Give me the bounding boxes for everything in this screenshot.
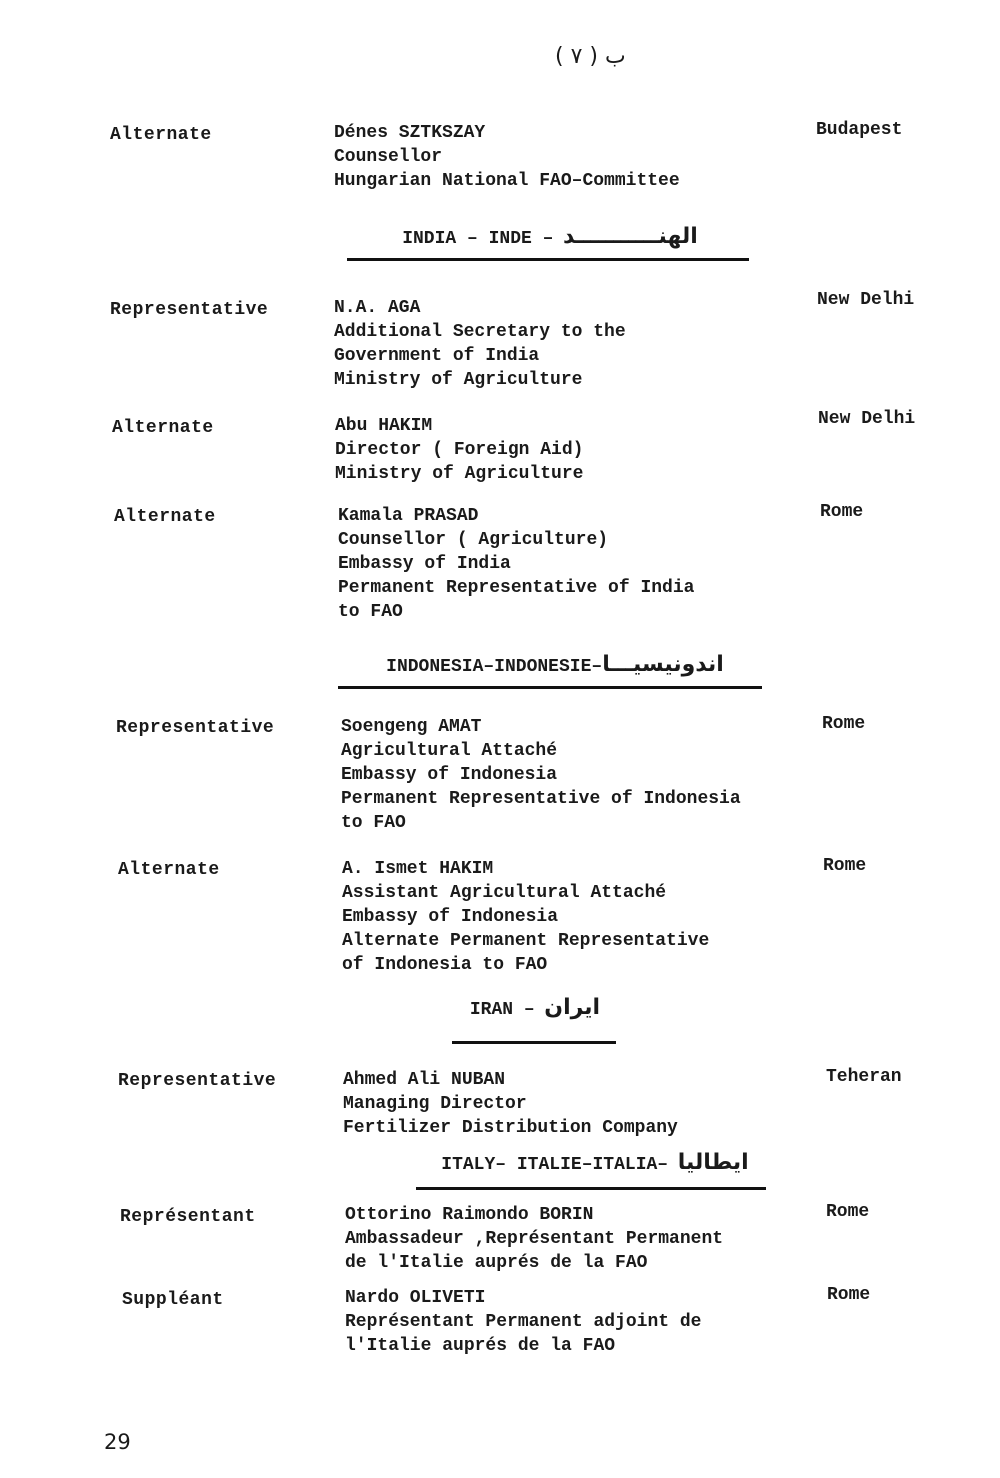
delegate-details [341, 715, 741, 835]
delegate-role: Représentant [120, 1207, 256, 1227]
delegate-city: Rome [822, 714, 866, 734]
delegate-city: New Delhi [817, 290, 915, 310]
delegate-line: Assistant Agricultural Attaché [342, 883, 667, 903]
delegate-line: Counsellor ( Agriculture) [338, 530, 609, 550]
delegate-line: de l'Italie auprés de la FAO [345, 1253, 648, 1273]
delegate-role: Alternate [112, 418, 214, 438]
delegate-line: Alternate Permanent Representative [342, 931, 710, 951]
country-heading-indonesia [340, 652, 770, 677]
delegate-role: Representative [116, 718, 275, 738]
delegate-details [345, 1286, 701, 1358]
delegate-line: Représentant Permanent adjoint de [345, 1312, 702, 1332]
delegate-line: Embassy of India [338, 554, 511, 574]
delegate-details [345, 1203, 723, 1275]
delegate-details [343, 1068, 678, 1140]
delegate-name: Dénes SZTKSZAY [334, 123, 486, 143]
country-heading-italy [400, 1150, 790, 1175]
country-underline [338, 686, 762, 689]
country-heading-india [350, 224, 750, 249]
country-name-arabic: الهنـــــــــــد [563, 224, 698, 249]
delegate-line: to FAO [338, 602, 403, 622]
delegate-line: of Indonesia to FAO [342, 955, 548, 975]
delegate-city: Rome [827, 1285, 871, 1305]
delegate-line: to FAO [341, 813, 406, 833]
delegate-line: Hungarian National FAO–Committee [334, 171, 680, 191]
delegate-role: Alternate [118, 860, 220, 880]
delegate-line: Ministry of Agriculture [335, 464, 584, 484]
country-name-arabic: ايطاليا [677, 1150, 749, 1175]
delegate-line: Permanent Representative of Indonesia [341, 789, 741, 809]
delegate-role: Alternate [114, 507, 216, 527]
delegate-role: Alternate [110, 125, 212, 145]
delegate-city: Rome [823, 856, 867, 876]
delegate-line: Managing Director [343, 1094, 527, 1114]
delegate-role: Representative [118, 1071, 277, 1091]
delegate-line: l'Italie auprés de la FAO [345, 1336, 616, 1356]
delegate-name: Nardo OLIVETI [345, 1288, 486, 1308]
delegate-line: Director ( Foreign Aid) [335, 440, 584, 460]
country-name-arabic: ايران [544, 995, 601, 1020]
delegate-line: Counsellor [334, 147, 443, 167]
delegate-details [334, 121, 680, 193]
delegate-city: Rome [820, 502, 864, 522]
delegate-line: Government of India [334, 346, 540, 366]
country-underline [347, 258, 749, 261]
delegate-city: New Delhi [818, 409, 916, 429]
page-marker: ب ( ٧ ) [555, 44, 626, 69]
delegate-line: Fertilizer Distribution Company [343, 1118, 678, 1138]
delegate-line: Permanent Representative of India [338, 578, 695, 598]
delegate-line: Embassy of Indonesia [342, 907, 559, 927]
delegate-name: A. Ismet HAKIM [342, 859, 494, 879]
delegate-details [338, 504, 694, 624]
country-name: INDONESIA–INDONESIE– [386, 657, 603, 677]
delegate-role: Suppléant [122, 1290, 224, 1310]
delegate-details [335, 414, 583, 486]
country-name: INDIA – INDE – [402, 229, 554, 249]
country-name: IRAN – [469, 1000, 535, 1020]
delegate-name: Ottorino Raimondo BORIN [345, 1205, 594, 1225]
country-name-arabic: اندونيسيـــا [602, 652, 724, 677]
country-underline [416, 1187, 766, 1190]
delegate-city: Teheran [826, 1067, 902, 1087]
delegate-name: N.A. AGA [334, 298, 421, 318]
delegate-name: Soengeng AMAT [341, 717, 482, 737]
delegate-city: Budapest [816, 120, 903, 140]
country-name: ITALY– ITALIE–ITALIA– [441, 1155, 669, 1175]
country-heading-iran [420, 995, 650, 1020]
delegate-details [334, 296, 626, 392]
delegate-role: Representative [110, 300, 269, 320]
delegate-line: Embassy of Indonesia [341, 765, 558, 785]
page-number: 29 [104, 1430, 131, 1454]
delegate-line: Ambassadeur ,Représentant Permanent [345, 1229, 724, 1249]
delegate-line: Ministry of Agriculture [334, 370, 583, 390]
delegate-line: Additional Secretary to the [334, 322, 626, 342]
country-underline [452, 1041, 616, 1044]
delegate-name: Ahmed Ali NUBAN [343, 1070, 506, 1090]
delegate-details [342, 857, 709, 977]
delegate-line: Agricultural Attaché [341, 741, 558, 761]
delegate-name: Abu HAKIM [335, 416, 433, 436]
delegate-name: Kamala PRASAD [338, 506, 479, 526]
delegate-city: Rome [826, 1202, 870, 1222]
